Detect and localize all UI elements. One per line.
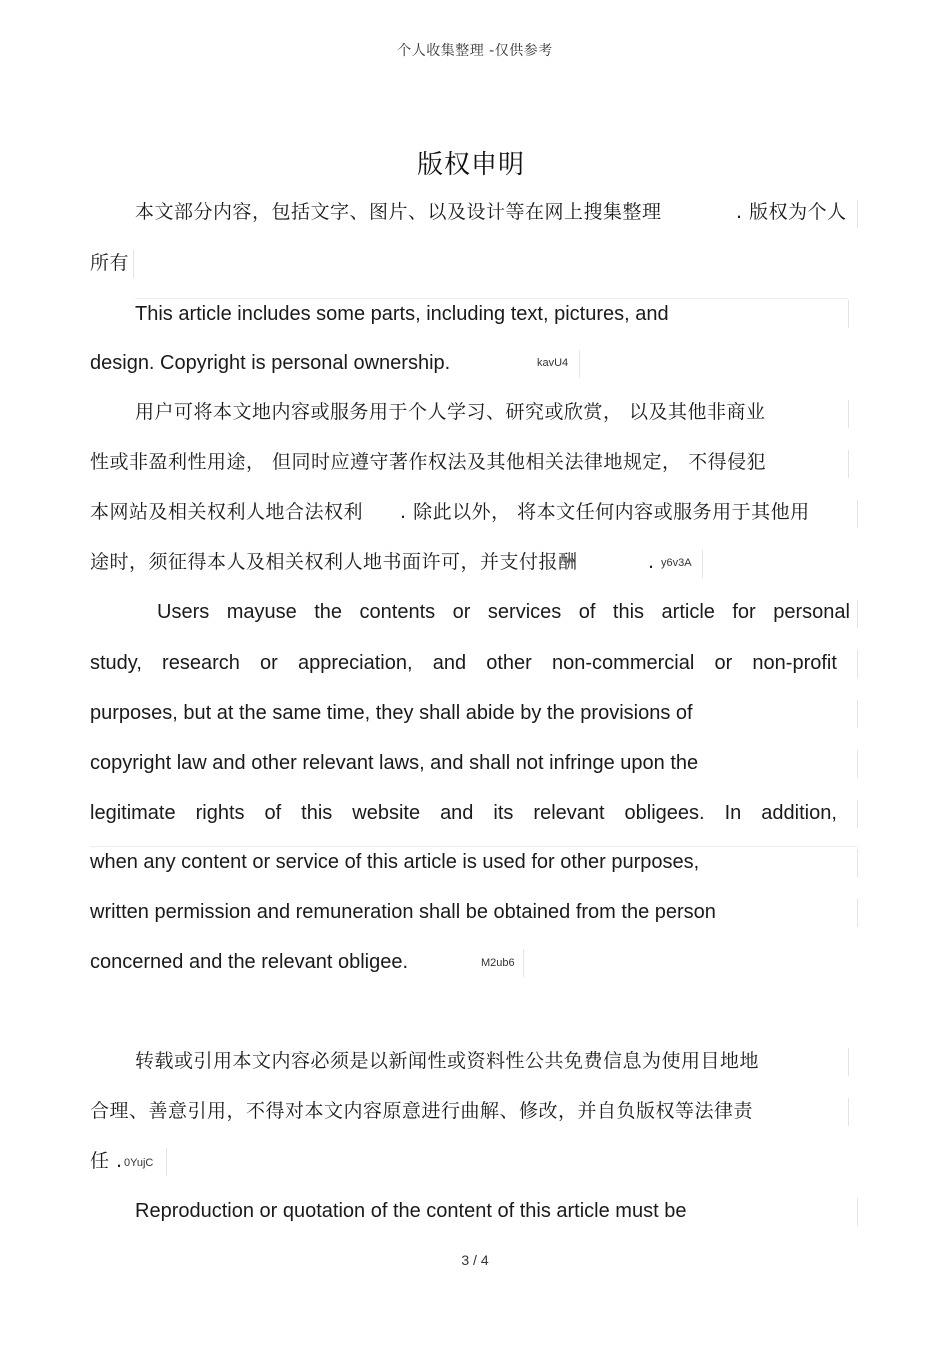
word: of bbox=[264, 802, 282, 824]
word: non-profit bbox=[752, 652, 837, 674]
word: mayuse bbox=[226, 601, 297, 623]
box-edge bbox=[135, 298, 848, 299]
box-edge bbox=[166, 1148, 167, 1176]
box-edge bbox=[857, 650, 858, 678]
word: non-commercial bbox=[552, 652, 695, 674]
paragraph-line-tail: . 除此以外， 将本文任何内容或服务用于其他用 bbox=[400, 501, 810, 523]
box-edge bbox=[523, 949, 524, 977]
box-edge bbox=[848, 450, 849, 478]
word: for bbox=[732, 601, 756, 623]
paragraph-line: 所有 bbox=[90, 252, 130, 274]
paragraph-line: 本网站及相关权利人地合法权利 bbox=[90, 501, 364, 523]
word: the bbox=[314, 601, 343, 623]
paragraph-line: 任 . bbox=[90, 1150, 123, 1172]
watermark-code: M2ub6 bbox=[481, 957, 515, 969]
word: personal bbox=[773, 601, 850, 623]
box-edge bbox=[133, 250, 134, 278]
box-edge bbox=[857, 600, 858, 628]
box-edge bbox=[857, 899, 858, 927]
paragraph-line-justified bbox=[157, 599, 850, 625]
word: and bbox=[440, 802, 474, 824]
word: contents bbox=[359, 601, 436, 623]
box-edge bbox=[848, 1098, 849, 1126]
paragraph-line: concerned and the relevant obligee. bbox=[90, 951, 409, 973]
word: In bbox=[724, 802, 742, 824]
paragraph-line-tail: . 版权为个人 bbox=[736, 201, 847, 223]
paragraph-line: 途时，须征得本人及相关权利人地书面许可，并支付报酬 bbox=[90, 551, 578, 573]
word: relevant bbox=[533, 802, 605, 824]
word: or bbox=[260, 652, 278, 674]
box-edge bbox=[857, 200, 858, 228]
box-edge bbox=[857, 849, 858, 877]
word: services bbox=[487, 601, 562, 623]
paragraph-line: when any content or service of this article is used for other purposes, bbox=[90, 851, 700, 873]
word: addition, bbox=[761, 802, 837, 824]
watermark-code: kavU4 bbox=[537, 357, 569, 369]
page-header: 个人收集整理 -仅供参考 bbox=[397, 43, 553, 59]
word: rights bbox=[195, 802, 245, 824]
watermark-code: 0YujC bbox=[124, 1157, 154, 1169]
page-number: 3 / 4 bbox=[461, 1252, 489, 1268]
word: or bbox=[714, 652, 733, 674]
paragraph-line-justified bbox=[90, 800, 837, 826]
box-edge bbox=[702, 550, 703, 578]
word: appreciation, bbox=[298, 652, 413, 674]
word: this bbox=[612, 601, 645, 623]
paragraph-line: 用户可将本文地内容或服务用于个人学习、研究或欣赏， 以及其他非商业 bbox=[135, 401, 766, 423]
box-edge bbox=[857, 1198, 858, 1226]
word: obligees. bbox=[624, 802, 705, 824]
paragraph-line-tail: . bbox=[648, 551, 655, 573]
box-edge bbox=[857, 500, 858, 528]
word: other bbox=[486, 652, 532, 674]
box-edge bbox=[848, 400, 849, 428]
paragraph-line: written permission and remuneration shall be obtained from the person bbox=[90, 901, 716, 923]
word: article bbox=[661, 601, 715, 623]
box-edge bbox=[857, 700, 858, 728]
word: and bbox=[432, 652, 467, 674]
paragraph-line: 合理、善意引用，不得对本文内容原意进行曲解、修改，并自负版权等法律责 bbox=[90, 1100, 754, 1122]
word: study, bbox=[90, 652, 142, 674]
paragraph-line: purposes, but at the same time, they shall abide by the provisions of bbox=[90, 702, 693, 724]
paragraph-line: 本文部分内容，包括文字、图片、以及设计等在网上搜集整理 bbox=[135, 201, 662, 223]
box-edge bbox=[579, 350, 580, 378]
paragraph-line-justified bbox=[90, 650, 837, 676]
paragraph-line: 转载或引用本文内容必须是以新闻性或资料性公共免费信息为使用目地地 bbox=[135, 1050, 760, 1072]
document-title: 版权申明 bbox=[416, 150, 525, 180]
paragraph-line: 性或非盈利性用途， 但同时应遵守著作权法及其他相关法律地规定， 不得侵犯 bbox=[90, 451, 767, 473]
box-edge bbox=[848, 1048, 849, 1076]
word: its bbox=[493, 802, 514, 824]
word: legitimate bbox=[90, 802, 176, 824]
box-edge bbox=[857, 750, 858, 778]
paragraph-line: copyright law and other relevant laws, and shall not infringe upon the bbox=[90, 752, 699, 774]
word: of bbox=[578, 601, 596, 623]
word: research bbox=[162, 652, 240, 674]
word: website bbox=[352, 802, 421, 824]
box-edge bbox=[90, 846, 857, 847]
paragraph-line: design. Copyright is personal ownership. bbox=[90, 352, 451, 374]
word: Users bbox=[157, 601, 210, 623]
word: or bbox=[452, 601, 471, 623]
paragraph-line: This article includes some parts, including text, pictures, and bbox=[135, 303, 669, 325]
box-edge bbox=[857, 800, 858, 828]
paragraph-line: Reproduction or quotation of the content of this article must be bbox=[135, 1200, 687, 1222]
box-edge bbox=[848, 300, 849, 328]
watermark-code: y6v3A bbox=[661, 557, 692, 569]
word: this bbox=[301, 802, 333, 824]
